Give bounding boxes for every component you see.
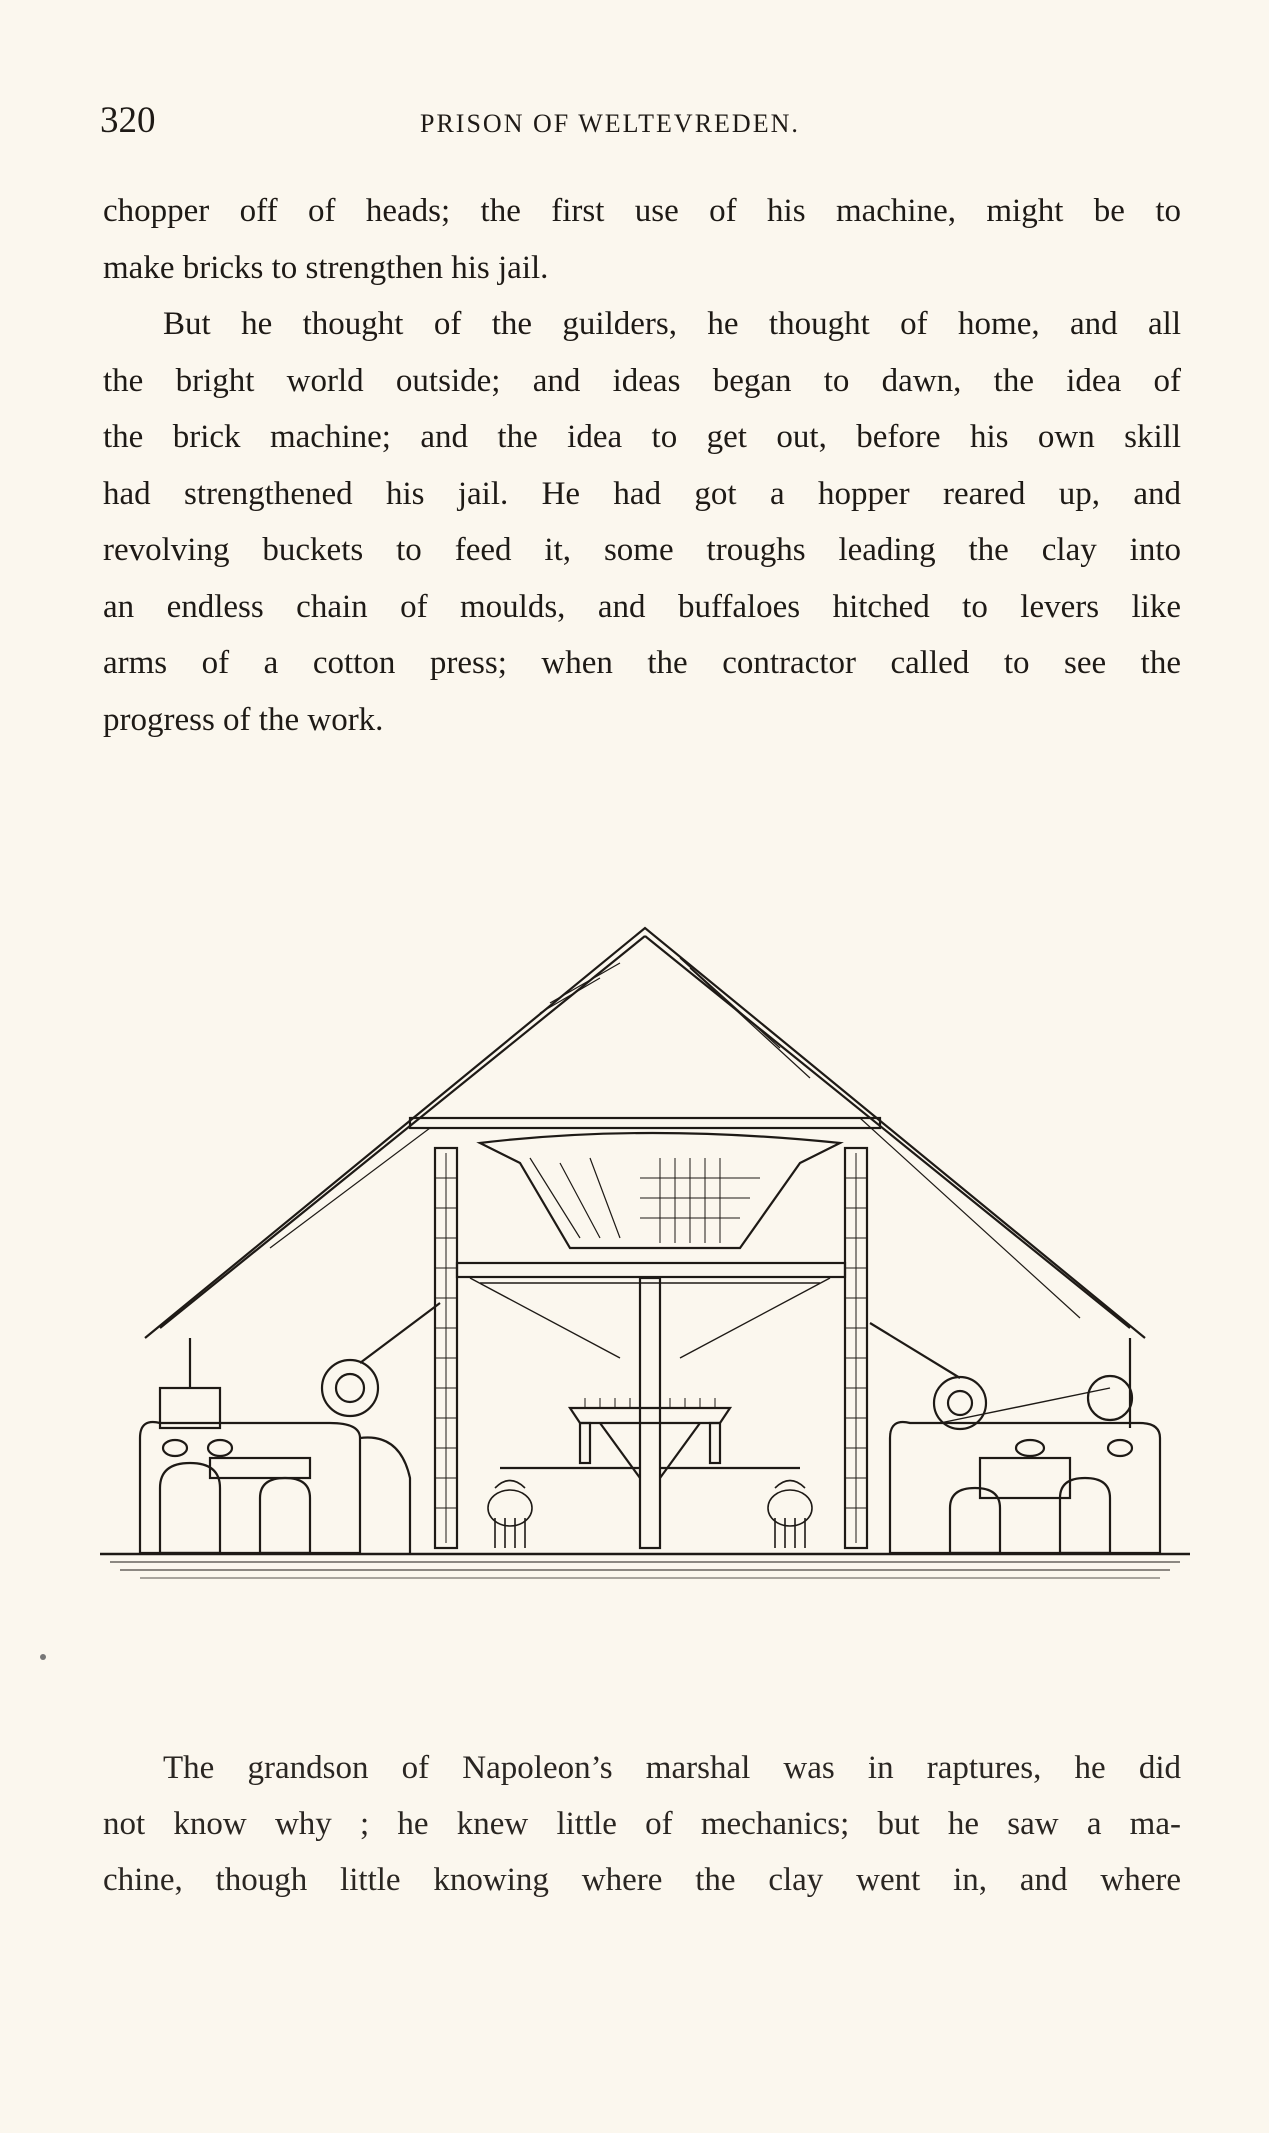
paragraph (103, 296, 1181, 748)
running-title: PRISON OF WELTEVREDEN. (420, 109, 800, 138)
gear-wheel (570, 1408, 730, 1423)
page-number: 320 (100, 100, 156, 141)
text-line: had strengthened his jail. He had got a hopper reared up, and (103, 475, 1181, 512)
buffalo-right (768, 1481, 812, 1549)
text-line: The grandson of Napoleon’s marshal was in raptures, he did (163, 1750, 1181, 1786)
top-paragraphs (103, 183, 1181, 748)
text-line: not know why ; he knew little of mechanics; but he saw a ma- (103, 1806, 1181, 1842)
page-speck (40, 1654, 46, 1660)
text-line: an endless chain of moulds, and buffaloes hitched to levers like (103, 588, 1181, 625)
right-machinery (870, 1323, 1160, 1553)
text-line: chopper off of heads; the first use of his machine, might be to (103, 193, 1181, 229)
brick-machine-illustration (100, 918, 1190, 1593)
text-line: revolving buckets to feed it, some troughs leading the clay into (103, 532, 1181, 568)
page-header (100, 98, 1180, 144)
text-line: chine, though little knowing where the clay went in, and where (103, 1862, 1181, 1898)
text-line: But he thought of the guilders, he thought of home, and all (163, 306, 1181, 342)
text-line: the bright world outside; and ideas began to dawn, the idea of (103, 362, 1181, 399)
paragraph-continuation (103, 183, 1181, 296)
text-line: the brick machine; and the idea to get out, before his own skill (103, 419, 1181, 455)
bottom-paragraph (103, 1740, 1181, 1908)
text-line: arms of a cotton press; when the contractor called to see the (103, 645, 1181, 681)
text-line: progress of the work. (103, 701, 384, 738)
left-machinery (140, 1303, 440, 1553)
roof-beam (410, 1118, 880, 1128)
paragraph (103, 1740, 1181, 1908)
buffalo-left (488, 1481, 532, 1549)
text-line: make bricks to strengthen his jail. (103, 249, 549, 286)
central-shaft (640, 1278, 660, 1548)
